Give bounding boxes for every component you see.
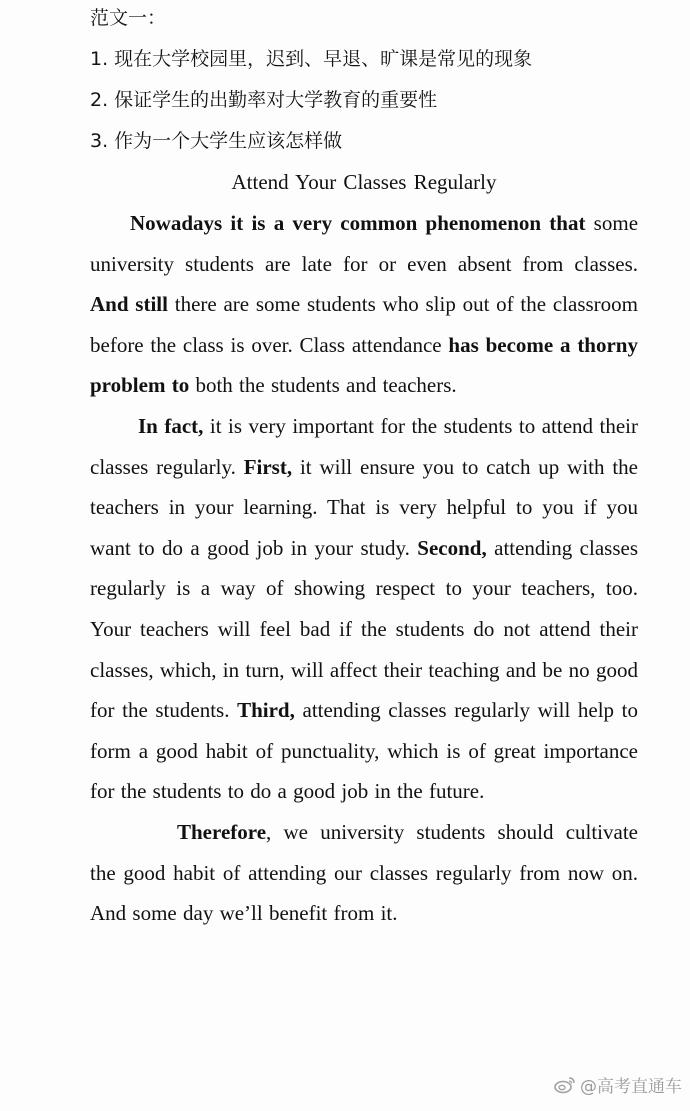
watermark-text: @高考直通车	[580, 1077, 682, 1097]
essay-paragraph-1	[90, 203, 638, 406]
bold-phrase: First,	[243, 454, 293, 479]
outline-point-1: 1. 现在大学校园里，迟到、早退、旷课是常见的现象	[90, 48, 533, 70]
text-run: there are some students who slip out of the classroom before the class is over. Class attendance	[90, 292, 639, 357]
bold-phrase: Second,	[417, 535, 487, 560]
text-run: both the students and teachers.	[189, 373, 457, 398]
text-run: attending classes regularly is a way of showing respect to your teachers, too. Your teachers will feel bad if the students do not attend their classes, which, in turn, will affect their teaching and be no good for the students.	[90, 535, 638, 723]
text-run: it is very important for the students to attend their classes regularly.	[90, 413, 638, 479]
essay-paragraph-2	[90, 406, 638, 812]
text-run: it will ensure you to catch up with the teachers in your learning. That is very helpful to you if you want to do a good job in your study.	[90, 454, 638, 560]
document-page	[90, 0, 638, 934]
weibo-watermark	[554, 1072, 682, 1097]
text-run: some university students are late for or even absent from classes.	[90, 211, 639, 276]
bold-phrase: In fact,	[138, 413, 204, 438]
outline-point-2: 2. 保证学生的出勤率对大学教育的重要性	[90, 89, 438, 111]
sample-label: 范文一：	[90, 7, 167, 29]
essay-title: Attend Your Classes Regularly	[231, 170, 497, 194]
bold-phrase: Therefore	[177, 819, 267, 844]
essay-paragraph-3	[90, 812, 638, 934]
text-run: attending classes regularly will help to form a good habit of punctuality, which is of great importance for the students to do a good job in the future.	[90, 698, 638, 804]
outline-point-3: 3. 作为一个大学生应该怎样做	[90, 130, 343, 152]
text-run: , we university students should cultivate the good habit of attending our classes regularly from now on. And some day we’ll benefit from it.	[90, 819, 638, 926]
bold-phrase: Third,	[237, 698, 295, 723]
bold-phrase: And still	[90, 292, 168, 317]
bold-phrase: has become a thorny problem to	[90, 332, 638, 398]
weibo-icon	[554, 1076, 576, 1094]
bold-phrase: Nowadays it is a very common phenomenon that	[130, 211, 586, 235]
